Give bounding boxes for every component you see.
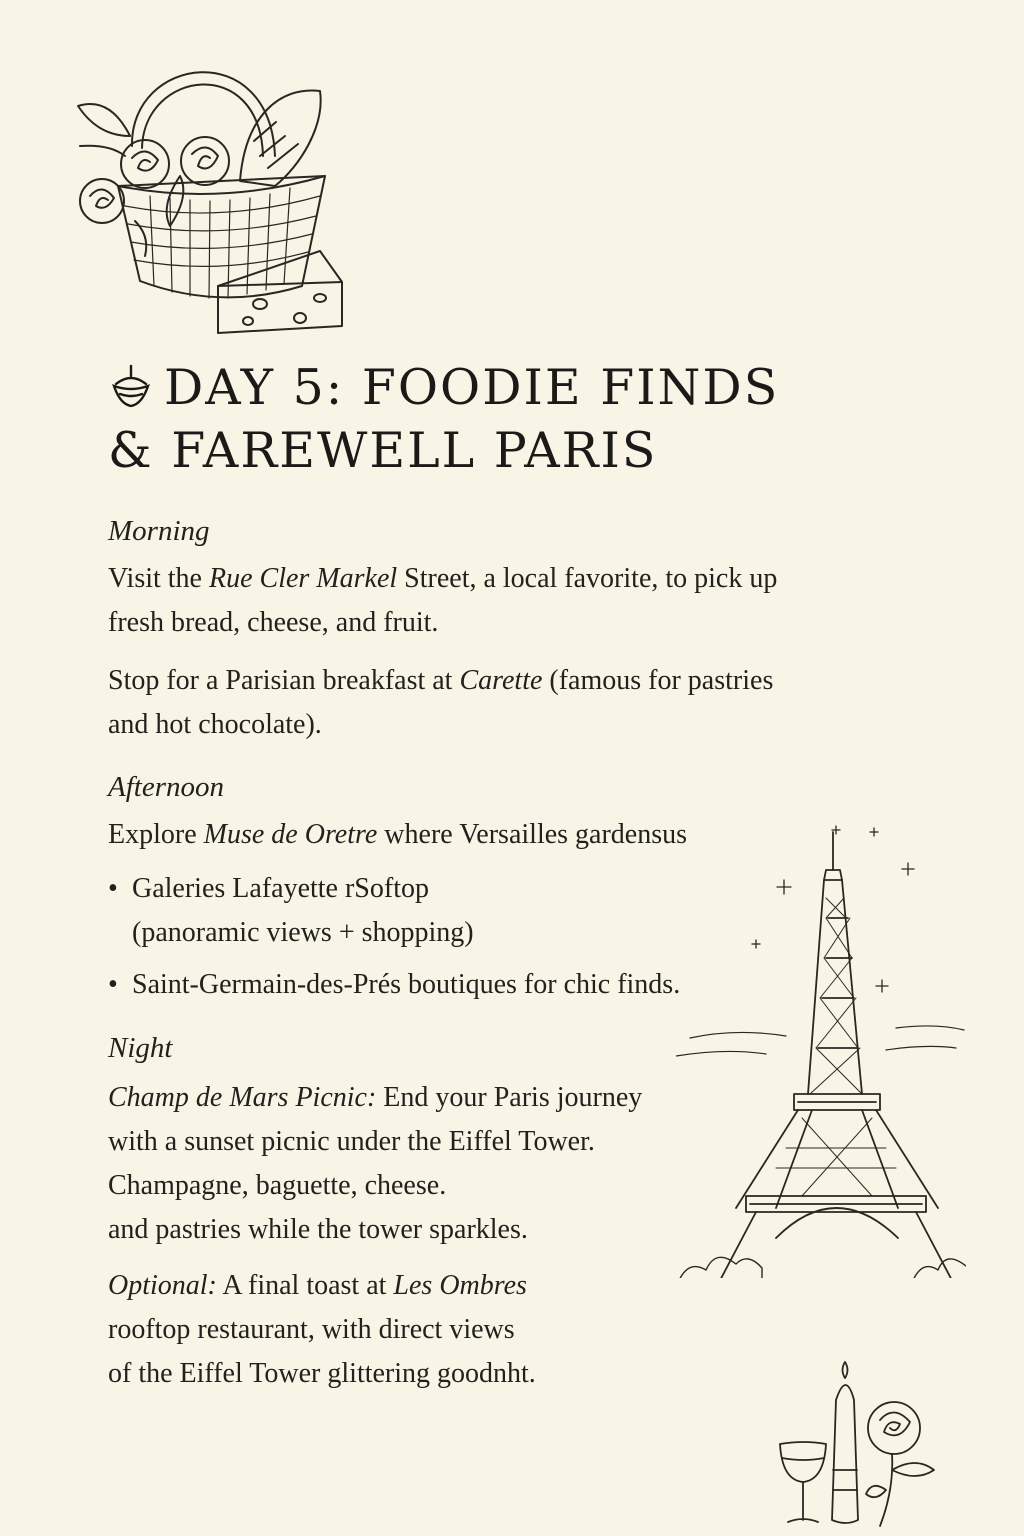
night-heading: Night: [108, 1032, 173, 1064]
afternoon-bullet-list: [108, 867, 680, 1007]
picnic-basket-illustration: [70, 36, 370, 346]
night-paragraph-1: Champ de Mars Picnic: End your Paris journey with a sunset picnic under the Eiffel Tower. Champagne, baguette, cheese. and pastries while the tower sparkles.: [108, 1082, 643, 1245]
museum-name: Muse de Oretre: [203, 819, 378, 850]
page-title: [108, 356, 868, 482]
list-item: • Saint-Germain-des-Prés boutiques for chic finds.: [108, 969, 681, 1000]
eiffel-tower-illustration: [676, 818, 966, 1278]
morning-paragraph-1: Visit the Rue Cler Markel Street, a local favorite, to pick up fresh bread, cheese, and fruit.: [108, 563, 778, 638]
morning-heading: Morning: [108, 515, 210, 547]
night-paragraph-2: Optional: A final toast at Les Ombres rooftop restaurant, with direct views of the Eiffel Tower glittering goodnht.: [108, 1270, 536, 1389]
spinning-top-icon: [108, 362, 154, 410]
list-item: • Galeries Lafayette rSoftop (panoramic views + shopping): [108, 873, 474, 948]
title-line-2: & FAREWELL PARIS: [108, 422, 658, 479]
afternoon-heading: Afternoon: [108, 771, 224, 803]
afternoon-paragraph: Explore Muse de Oretre where Versailles gardensus: [108, 819, 688, 850]
rue-cler-name: Rue Cler Markel: [208, 563, 398, 594]
wine-candle-rose-illustration: [776, 1360, 946, 1528]
carette-name: Carette: [459, 665, 543, 696]
morning-paragraph-2: Stop for a Parisian breakfast at Carette (famous for pastries and hot chocolate).: [108, 665, 774, 740]
title-line-1: DAY 5: FOODIE FINDS: [164, 359, 780, 416]
